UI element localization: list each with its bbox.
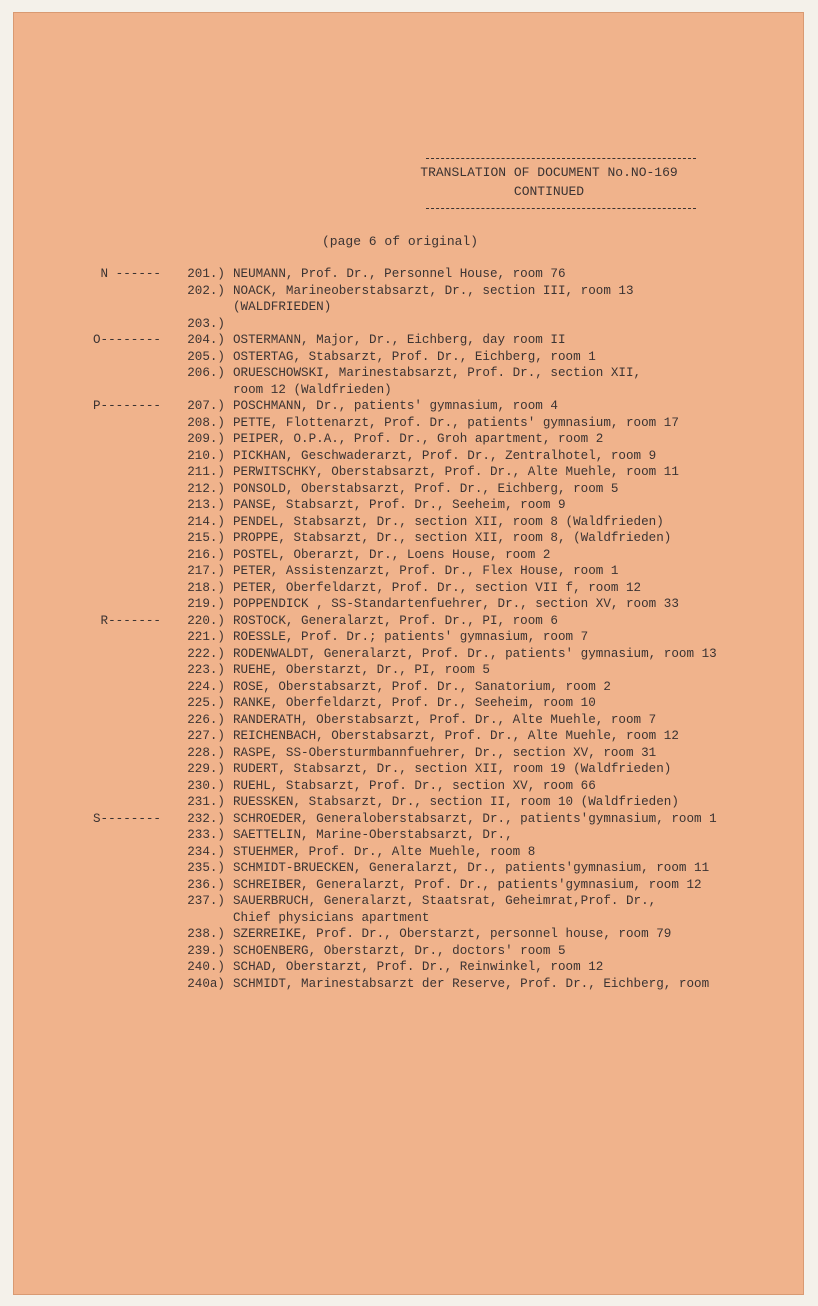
- entry-number: 237.): [187, 894, 225, 908]
- list-item: [13, 596, 804, 613]
- entry-text: [225, 316, 233, 333]
- entry-text: SCHMIDT-BRUECKEN, Generalarzt, Dr., patients'gymnasium, room 11: [233, 861, 710, 875]
- entry-number: 223.): [187, 663, 225, 677]
- entry-text: REICHENBACH, Oberstabsarzt, Prof. Dr., Alte Muehle, room 12: [233, 729, 679, 743]
- letter-marker: [13, 596, 163, 613]
- letter-marker: [13, 662, 163, 679]
- letter-marker: [13, 761, 163, 778]
- list-item: [13, 976, 804, 993]
- list-item: [13, 811, 804, 828]
- entry-text: PEIPER, O.P.A., Prof. Dr., Groh apartment, room 2: [233, 432, 604, 446]
- letter-marker: [13, 365, 163, 382]
- entry-number: 224.): [187, 679, 225, 694]
- list-item: [13, 877, 804, 894]
- list-item: [13, 481, 804, 498]
- entry-number: 238.): [187, 927, 225, 941]
- entry-number: 227.): [187, 729, 225, 743]
- list-item: [13, 959, 804, 976]
- entry-number: 206.): [187, 366, 225, 380]
- list-item: [13, 728, 804, 745]
- entry-text: ROSTOCK, Generalarzt, Prof. Dr., PI, room 6: [233, 613, 558, 628]
- list-item: [13, 464, 804, 481]
- letter-marker: [13, 910, 163, 927]
- letter-marker: [13, 728, 163, 745]
- entry-number: 209.): [187, 432, 225, 446]
- entry-number: 221.): [187, 630, 225, 644]
- letter-marker: R-------: [100, 613, 161, 628]
- letter-marker: O--------: [92, 333, 161, 347]
- entry-text: PENDEL, Stabsarzt, Dr., section XII, room 8 (Waldfrieden): [233, 514, 664, 529]
- letter-marker: [13, 448, 163, 465]
- letter-marker: [13, 794, 163, 811]
- list-item: [13, 926, 804, 943]
- entry-number: 213.): [187, 498, 225, 512]
- entry-text: NOACK, Marineoberstabsarzt, Dr., section III, room 13: [233, 283, 634, 298]
- entry-text: OSTERMANN, Major, Dr., Eichberg, day room II: [233, 333, 566, 347]
- entry-number: 240a): [187, 976, 225, 991]
- entry-number: 220.): [187, 613, 225, 628]
- letter-marker: [13, 547, 163, 564]
- entry-text: NEUMANN, Prof. Dr., Personnel House, room 76: [233, 267, 566, 281]
- entry-number: 205.): [187, 349, 225, 364]
- entry-number: 218.): [187, 580, 225, 595]
- list-item: [13, 646, 804, 663]
- entry-number: 211.): [187, 465, 225, 479]
- list-item: [13, 679, 804, 696]
- entry-number: 219.): [187, 597, 225, 611]
- entry-text: SCHOENBERG, Oberstarzt, Dr., doctors' room 5: [233, 943, 566, 958]
- entry-list: [13, 266, 804, 992]
- letter-marker: [13, 563, 163, 580]
- entry-text: RUEHL, Stabsarzt, Prof. Dr., section XV, room 66: [233, 778, 596, 793]
- entry-number: 225.): [187, 696, 225, 710]
- entry-number: 239.): [187, 943, 225, 958]
- letter-marker: [13, 778, 163, 795]
- letter-marker: [13, 827, 163, 844]
- entry-text: PANSE, Stabsarzt, Prof. Dr., Seeheim, room 9: [233, 498, 566, 512]
- list-item: [13, 761, 804, 778]
- entry-number: 204.): [187, 333, 225, 347]
- list-item: [13, 349, 804, 366]
- entry-number: 207.): [187, 399, 225, 413]
- entry-text: RANKE, Oberfeldarzt, Prof. Dr., Seeheim, room 10: [233, 696, 596, 710]
- list-item: [13, 629, 804, 646]
- list-item: [13, 745, 804, 762]
- entry-text: SAUERBRUCH, Generalarzt, Staatsrat, Geheimrat,Prof. Dr.,: [233, 894, 657, 908]
- entry-text: RUEHE, Oberstarzt, Dr., PI, room 5: [233, 663, 490, 677]
- letter-marker: [13, 860, 163, 877]
- document-subtitle: CONTINUED: [513, 184, 585, 199]
- entry-number: 201.): [187, 267, 225, 281]
- list-item: [13, 695, 804, 712]
- letter-marker: [13, 893, 163, 910]
- list-item: [13, 382, 804, 399]
- list-item: [13, 547, 804, 564]
- letter-marker: [13, 481, 163, 498]
- header-rule-top: [426, 158, 696, 159]
- entry-number: 235.): [187, 861, 225, 875]
- list-item: [13, 563, 804, 580]
- entry-number: 208.): [187, 415, 225, 430]
- entry-text: ROESSLE, Prof. Dr.; patients' gymnasium, room 7: [233, 630, 589, 644]
- letter-marker: [13, 712, 163, 729]
- list-item: [13, 431, 804, 448]
- letter-marker: [13, 943, 163, 960]
- list-item: [13, 497, 804, 514]
- entry-text: ROSE, Oberstabsarzt, Prof. Dr., Sanatorium, room 2: [233, 679, 611, 694]
- entry-text: RASPE, SS-Obersturmbannfuehrer, Dr., section XV, room 31: [233, 745, 657, 760]
- list-item: [13, 514, 804, 531]
- document-sheet: [13, 12, 804, 1295]
- list-item: [13, 332, 804, 349]
- entry-text: SCHREIBER, Generalarzt, Prof. Dr., patients'gymnasium, room 12: [233, 877, 702, 892]
- entry-number: 234.): [187, 844, 225, 859]
- document-page: [13, 12, 804, 1295]
- letter-marker: [13, 464, 163, 481]
- list-item: [13, 283, 804, 300]
- entry-number: 233.): [187, 828, 225, 842]
- entry-text: STUEHMER, Prof. Dr., Alte Muehle, room 8: [233, 844, 536, 859]
- entry-text: SCHAD, Oberstarzt, Prof. Dr., Reinwinkel, room 12: [233, 960, 604, 974]
- entry-number: 212.): [187, 481, 225, 496]
- entry-number: 232.): [187, 811, 225, 826]
- letter-marker: [13, 299, 163, 316]
- entry-text: PICKHAN, Geschwaderarzt, Prof. Dr., Zentralhotel, room 9: [233, 448, 657, 463]
- letter-marker: [13, 629, 163, 646]
- entry-number: 240.): [187, 960, 225, 974]
- entry-number: 222.): [187, 646, 225, 661]
- letter-marker: [13, 745, 163, 762]
- entry-text: POSCHMANN, Dr., patients' gymnasium, room 4: [233, 399, 558, 413]
- entry-text: RUESSKEN, Stabsarzt, Dr., section II, room 10 (Waldfrieden): [233, 795, 679, 809]
- letter-marker: [13, 497, 163, 514]
- letter-marker: [13, 349, 163, 366]
- header-rule-bottom: [426, 208, 696, 209]
- entry-text: OSTERTAG, Stabsarzt, Prof. Dr., Eichberg, room 1: [233, 349, 596, 364]
- list-item: [13, 794, 804, 811]
- letter-marker: [13, 431, 163, 448]
- entry-number: 217.): [187, 564, 225, 578]
- letter-marker: [13, 415, 163, 432]
- letter-marker: [13, 580, 163, 597]
- entry-text: RODENWALDT, Generalarzt, Prof. Dr., patients' gymnasium, room 13: [233, 646, 717, 661]
- entry-text: RUDERT, Stabsarzt, Dr., section XII, room 19 (Waldfrieden): [233, 762, 672, 776]
- entry-text: PETTE, Flottenarzt, Prof. Dr., patients' gymnasium, room 17: [233, 415, 679, 430]
- entry-text: POSTEL, Oberarzt, Dr., Loens House, room 2: [233, 547, 551, 562]
- list-item: [13, 662, 804, 679]
- letter-marker: [13, 530, 163, 547]
- list-item: [13, 365, 804, 382]
- entry-number: [163, 382, 225, 399]
- entry-text: Chief physicians apartment: [233, 910, 430, 925]
- list-item: [13, 580, 804, 597]
- entry-text: PETER, Assistenzarzt, Prof. Dr., Flex House, room 1: [233, 564, 619, 578]
- letter-marker: S--------: [92, 811, 161, 826]
- letter-marker: P--------: [92, 399, 161, 413]
- letter-marker: [13, 976, 163, 993]
- entry-text: POPPENDICK , SS-Standartenfuehrer, Dr., section XV, room 33: [233, 597, 679, 611]
- page-reference: (page 6 of original): [322, 234, 479, 249]
- entry-text: room 12 (Waldfrieden): [233, 382, 392, 397]
- list-item: [13, 943, 804, 960]
- list-item: [13, 844, 804, 861]
- list-item: [13, 266, 804, 283]
- letter-marker: [13, 316, 163, 333]
- entry-number: 236.): [187, 877, 225, 892]
- entry-text: PONSOLD, Oberstabsarzt, Prof. Dr., Eichberg, room 5: [233, 481, 619, 496]
- list-item: [13, 893, 804, 910]
- letter-marker: N ------: [100, 267, 161, 281]
- entry-number: [163, 910, 225, 927]
- entry-number: 215.): [187, 531, 225, 545]
- list-item: [13, 530, 804, 547]
- document-title: TRANSLATION OF DOCUMENT No.NO-169: [420, 165, 678, 180]
- entry-text: PETER, Oberfeldarzt, Prof. Dr., section VII f, room 12: [233, 580, 642, 595]
- entry-text: PROPPE, Stabsarzt, Dr., section XII, room 8, (Waldfrieden): [233, 531, 672, 545]
- entry-text: (WALDFRIEDEN): [233, 300, 332, 314]
- list-item: [13, 712, 804, 729]
- entry-number: 231.): [187, 795, 225, 809]
- letter-marker: [13, 679, 163, 696]
- entry-number: [163, 299, 225, 316]
- letter-marker: [13, 283, 163, 300]
- list-item: [13, 316, 804, 333]
- letter-marker: [13, 959, 163, 976]
- entry-text: SZERREIKE, Prof. Dr., Oberstarzt, personnel house, room 79: [233, 927, 672, 941]
- letter-marker: [13, 926, 163, 943]
- list-item: [13, 827, 804, 844]
- list-item: [13, 448, 804, 465]
- entry-text: SAETTELIN, Marine-Oberstabsarzt, Dr.,: [233, 828, 513, 842]
- entry-number: 226.): [187, 712, 225, 727]
- letter-marker: [13, 695, 163, 712]
- list-item: [13, 398, 804, 415]
- letter-marker: [13, 382, 163, 399]
- entry-number: 230.): [187, 778, 225, 793]
- entry-text: PERWITSCHKY, Oberstabsarzt, Prof. Dr., Alte Muehle, room 11: [233, 465, 679, 479]
- entry-text: SCHROEDER, Generaloberstabsarzt, Dr., patients'gymnasium, room 1: [233, 811, 717, 826]
- entry-text: SCHMIDT, Marinestabsarzt der Reserve, Prof. Dr., Eichberg, room: [233, 976, 710, 991]
- entry-number: 228.): [187, 745, 225, 760]
- list-item: [13, 910, 804, 927]
- entry-number: 202.): [187, 283, 225, 298]
- entry-text: RANDERATH, Oberstabsarzt, Prof. Dr., Alte Muehle, room 7: [233, 712, 657, 727]
- entry-number: 229.): [187, 762, 225, 776]
- letter-marker: [13, 877, 163, 894]
- list-item: [13, 613, 804, 630]
- entry-text: ORUESCHOWSKI, Marinestabsarzt, Prof. Dr., section XII,: [233, 366, 642, 380]
- entry-number: 210.): [187, 448, 225, 463]
- list-item: [13, 778, 804, 795]
- letter-marker: [13, 514, 163, 531]
- entry-number: 214.): [187, 514, 225, 529]
- letter-marker: [13, 844, 163, 861]
- list-item: [13, 860, 804, 877]
- list-item: [13, 299, 804, 316]
- entry-number: 203.): [187, 316, 225, 331]
- list-item: [13, 415, 804, 432]
- entry-number: 216.): [187, 547, 225, 562]
- letter-marker: [13, 646, 163, 663]
